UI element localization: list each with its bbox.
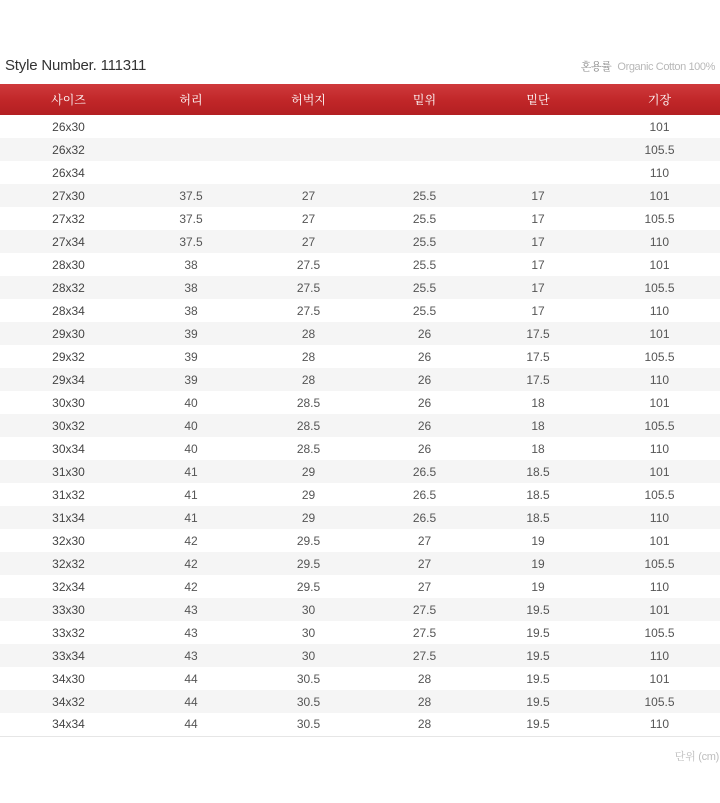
size-table — [0, 84, 720, 737]
cell-size: 26x30 — [52, 119, 85, 134]
cell-thigh: 27.5 — [296, 280, 321, 295]
cell-size: 33x32 — [52, 625, 85, 640]
table-row — [0, 322, 720, 345]
cell-size: 30x34 — [52, 441, 85, 456]
cell-thigh: 28 — [301, 349, 316, 364]
cell-length: 101 — [649, 533, 670, 548]
table-row — [0, 552, 720, 575]
cell-hem — [477, 138, 599, 161]
table-row — [0, 713, 720, 736]
cell-hem: 17 — [531, 211, 545, 226]
cell-thigh: 28.5 — [296, 418, 321, 433]
cell-length: 101 — [649, 602, 670, 617]
cell-waist: 41 — [184, 487, 198, 502]
table-row — [0, 115, 720, 138]
cell-length: 101 — [649, 119, 670, 134]
cell-waist: 43 — [184, 625, 198, 640]
table-row — [0, 644, 720, 667]
cell-length: 110 — [649, 648, 670, 663]
cell-hem: 19.5 — [526, 671, 550, 686]
cell-rise: 28 — [417, 671, 432, 686]
cell-waist: 39 — [184, 349, 198, 364]
cell-rise — [372, 138, 477, 161]
cell-waist: 42 — [184, 579, 198, 594]
cell-size: 28x34 — [52, 303, 85, 318]
cell-thigh: 30 — [301, 602, 316, 617]
cell-size: 27x30 — [52, 188, 85, 203]
cell-rise — [372, 161, 477, 184]
table-row — [0, 690, 720, 713]
cell-size: 33x30 — [52, 602, 85, 617]
cell-thigh — [245, 161, 372, 184]
cell-size: 32x30 — [52, 533, 85, 548]
table-row — [0, 506, 720, 529]
cell-hem: 19.5 — [526, 602, 550, 617]
cell-hem: 19.5 — [526, 625, 550, 640]
cell-length: 105.5 — [644, 418, 675, 433]
table-row — [0, 138, 720, 161]
cell-length: 105.5 — [644, 556, 675, 571]
table-row — [0, 207, 720, 230]
cell-waist: 38 — [184, 303, 198, 318]
size-table-body — [0, 115, 720, 736]
cell-hem — [477, 161, 599, 184]
column-header-hem: 밑단 — [526, 93, 550, 107]
cell-rise: 27.5 — [412, 625, 437, 640]
table-row — [0, 345, 720, 368]
cell-size: 30x30 — [52, 395, 85, 410]
cell-rise: 26 — [417, 441, 432, 456]
cell-size: 29x30 — [52, 326, 85, 341]
cell-length: 105.5 — [644, 694, 675, 709]
cell-hem: 19.5 — [477, 713, 599, 736]
cell-thigh: 30 — [301, 648, 316, 663]
cell-thigh: 30.5 — [245, 713, 372, 736]
cell-rise: 27 — [417, 533, 432, 548]
cell-hem: 19 — [531, 556, 545, 571]
cell-hem: 18 — [531, 395, 545, 410]
cell-rise: 25.5 — [412, 280, 437, 295]
cell-hem: 17.5 — [526, 372, 550, 387]
column-header-rise: 밑위 — [412, 93, 437, 107]
cell-rise: 26 — [417, 326, 432, 341]
cell-length: 101 — [649, 188, 670, 203]
style-number: Style Number. 111311 — [5, 57, 147, 74]
cell-thigh: 27.5 — [296, 303, 321, 318]
cell-length: 110 — [649, 579, 670, 594]
cell-rise: 27.5 — [412, 602, 437, 617]
cell-length: 105.5 — [644, 142, 675, 157]
column-header-waist: 허리 — [179, 93, 203, 107]
cell-hem: 17.5 — [526, 349, 550, 364]
cell-thigh: 28.5 — [296, 395, 321, 410]
cell-length: 105.5 — [644, 487, 675, 502]
cell-length: 105.5 — [644, 211, 675, 226]
cell-hem: 17.5 — [526, 326, 550, 341]
cell-length: 105.5 — [644, 625, 675, 640]
cell-waist: 42 — [184, 533, 198, 548]
cell-rise: 25.5 — [412, 257, 437, 272]
table-row — [0, 598, 720, 621]
cell-hem: 17 — [531, 303, 545, 318]
cell-hem: 18.5 — [526, 464, 550, 479]
cell-thigh: 27 — [301, 211, 316, 226]
cell-rise: 26.5 — [412, 464, 437, 479]
cell-waist: 39 — [184, 372, 198, 387]
cell-waist — [137, 115, 245, 138]
cell-size: 26x34 — [52, 165, 85, 180]
cell-length: 110 — [649, 234, 670, 249]
cell-waist: 44 — [137, 713, 245, 736]
cell-thigh: 30.5 — [296, 671, 321, 686]
cell-size: 34x32 — [52, 694, 85, 709]
table-row — [0, 161, 720, 184]
cell-rise: 25.5 — [412, 303, 437, 318]
cell-waist: 41 — [184, 510, 198, 525]
cell-rise: 25.5 — [412, 234, 437, 249]
cell-rise: 27.5 — [412, 648, 437, 663]
header-row — [0, 84, 720, 115]
cell-thigh: 29.5 — [296, 579, 321, 594]
cell-size: 31x34 — [52, 510, 85, 525]
cell-hem: 18 — [531, 418, 545, 433]
cell-length: 101 — [649, 326, 670, 341]
cell-rise: 26 — [417, 395, 432, 410]
cell-hem: 19.5 — [526, 648, 550, 663]
cell-size: 29x32 — [52, 349, 85, 364]
cell-thigh: 30 — [301, 625, 316, 640]
cell-size: 31x30 — [52, 464, 85, 479]
table-row — [0, 437, 720, 460]
size-table-header — [0, 84, 720, 115]
cell-rise: 26 — [417, 372, 432, 387]
table-row — [0, 391, 720, 414]
cell-size: 27x34 — [52, 234, 85, 249]
cell-waist: 43 — [184, 648, 198, 663]
cell-waist: 40 — [184, 418, 198, 433]
table-row — [0, 414, 720, 437]
column-header-size: 사이즈 — [51, 93, 86, 107]
composition-value: Organic Cotton 100% — [617, 61, 715, 73]
cell-waist: 38 — [184, 280, 198, 295]
cell-rise: 26.5 — [412, 510, 437, 525]
cell-length: 101 — [649, 257, 670, 272]
cell-size: 32x32 — [52, 556, 85, 571]
cell-rise: 28 — [372, 713, 477, 736]
cell-thigh: 27 — [301, 188, 316, 203]
cell-hem: 18.5 — [526, 510, 550, 525]
table-row — [0, 184, 720, 207]
cell-waist: 38 — [184, 257, 198, 272]
cell-length: 110 — [649, 372, 670, 387]
cell-thigh: 29 — [301, 487, 316, 502]
cell-hem: 17 — [531, 188, 545, 203]
cell-waist — [137, 138, 245, 161]
cell-thigh: 30.5 — [296, 694, 321, 709]
cell-thigh — [245, 115, 372, 138]
cell-length: 110 — [649, 303, 670, 318]
cell-rise: 26.5 — [412, 487, 437, 502]
cell-hem: 19 — [531, 579, 545, 594]
cell-waist — [137, 161, 245, 184]
cell-waist: 37.5 — [179, 211, 203, 226]
cell-size: 31x32 — [52, 487, 85, 502]
cell-thigh: 29 — [301, 464, 316, 479]
cell-rise: 26 — [417, 418, 432, 433]
cell-waist: 43 — [184, 602, 198, 617]
cell-hem: 19 — [531, 533, 545, 548]
table-row — [0, 483, 720, 506]
cell-length: 101 — [649, 671, 670, 686]
table-row — [0, 621, 720, 644]
cell-hem: 18.5 — [526, 487, 550, 502]
unit-note: 단위 (cm) — [674, 751, 719, 763]
cell-length: 110 — [599, 713, 720, 736]
cell-rise: 25.5 — [412, 211, 437, 226]
cell-thigh: 29.5 — [296, 533, 321, 548]
cell-size: 27x32 — [52, 211, 85, 226]
table-row — [0, 230, 720, 253]
table-row — [0, 368, 720, 391]
cell-thigh: 28 — [301, 326, 316, 341]
cell-hem: 17 — [531, 280, 545, 295]
fabric-composition — [581, 58, 715, 74]
cell-hem: 17 — [531, 234, 545, 249]
cell-waist: 42 — [184, 556, 198, 571]
cell-rise: 26 — [417, 349, 432, 364]
cell-size: 29x34 — [52, 372, 85, 387]
cell-waist: 44 — [184, 671, 198, 686]
cell-length: 110 — [649, 165, 670, 180]
cell-thigh: 27.5 — [296, 257, 321, 272]
cell-thigh: 29 — [301, 510, 316, 525]
cell-size: 34x34 — [0, 713, 137, 736]
cell-waist: 44 — [184, 694, 198, 709]
table-row — [0, 460, 720, 483]
table-row — [0, 529, 720, 552]
table-row — [0, 276, 720, 299]
cell-size: 30x32 — [52, 418, 85, 433]
cell-size: 34x30 — [52, 671, 85, 686]
cell-thigh — [245, 138, 372, 161]
cell-rise: 27 — [417, 556, 432, 571]
cell-thigh: 27 — [301, 234, 316, 249]
cell-length: 105.5 — [644, 349, 675, 364]
cell-hem — [477, 115, 599, 138]
cell-length: 101 — [649, 464, 670, 479]
table-row — [0, 667, 720, 690]
cell-size: 28x30 — [52, 257, 85, 272]
cell-waist: 40 — [184, 395, 198, 410]
table-row — [0, 575, 720, 598]
cell-hem: 17 — [531, 257, 545, 272]
cell-thigh: 29.5 — [296, 556, 321, 571]
table-row — [0, 253, 720, 276]
composition-label: 혼용률 — [580, 61, 612, 73]
size-chart-header — [0, 52, 720, 80]
cell-rise: 25.5 — [412, 188, 437, 203]
cell-length: 105.5 — [644, 280, 675, 295]
cell-size: 32x34 — [52, 579, 85, 594]
cell-thigh: 28.5 — [296, 441, 321, 456]
cell-waist: 37.5 — [179, 188, 203, 203]
cell-waist: 40 — [184, 441, 198, 456]
cell-length: 101 — [649, 395, 670, 410]
cell-waist: 39 — [184, 326, 198, 341]
cell-thigh: 28 — [301, 372, 316, 387]
column-header-thigh: 허벅지 — [291, 93, 326, 107]
cell-waist: 37.5 — [179, 234, 203, 249]
cell-size: 33x34 — [52, 648, 85, 663]
cell-length: 110 — [649, 441, 670, 456]
cell-rise: 28 — [417, 694, 432, 709]
cell-rise: 27 — [417, 579, 432, 594]
column-header-length: 기장 — [647, 93, 672, 107]
cell-rise — [372, 115, 477, 138]
cell-size: 28x32 — [52, 280, 85, 295]
cell-length: 110 — [649, 510, 670, 525]
cell-size: 26x32 — [52, 142, 85, 157]
cell-hem: 18 — [531, 441, 545, 456]
table-row — [0, 299, 720, 322]
cell-waist: 41 — [184, 464, 198, 479]
cell-hem: 19.5 — [526, 694, 550, 709]
